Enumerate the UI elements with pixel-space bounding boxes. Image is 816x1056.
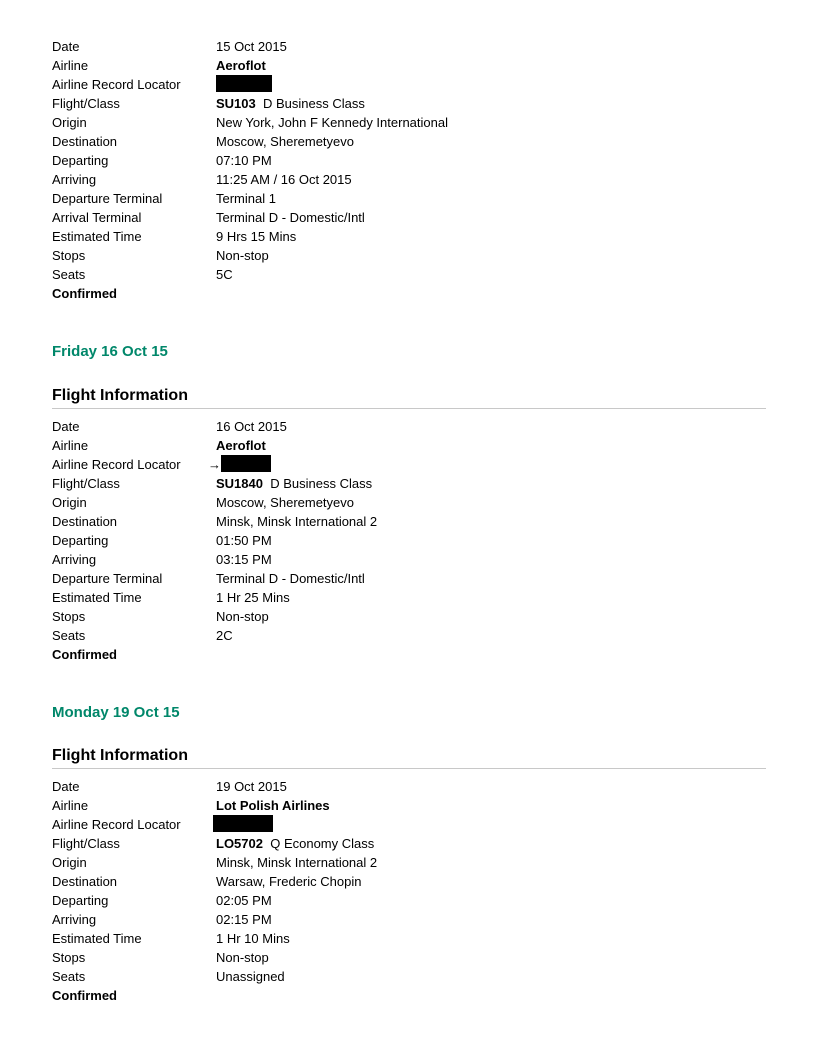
arriving-value: 03:15 PM (216, 552, 272, 567)
locator-value (208, 455, 271, 474)
arriving-label: Arriving (52, 552, 97, 567)
stops-row (52, 607, 766, 626)
stops-row (52, 948, 766, 967)
seats-label: Seats (52, 628, 86, 643)
estimated-time-row (52, 227, 766, 246)
estimated-time-label: Estimated Time (52, 931, 142, 946)
destination-value: Minsk, Minsk International 2 (216, 514, 378, 529)
stops-label: Stops (52, 950, 86, 965)
destination-row (52, 512, 766, 531)
locator-row (52, 455, 766, 474)
departure-terminal-row (52, 569, 766, 588)
departing-row (52, 151, 766, 170)
arriving-row (52, 170, 766, 189)
estimated-time-value: 9 Hrs 15 Mins (216, 229, 297, 244)
date-value: 19 Oct 2015 (216, 779, 287, 794)
stops-label: Stops (52, 248, 86, 263)
flight-class-value (216, 474, 372, 493)
confirmed-row (52, 986, 766, 1005)
locator-label: Airline Record Locator (52, 77, 181, 92)
estimated-time-row (52, 588, 766, 607)
airline-label: Airline (52, 798, 89, 813)
destination-label: Destination (52, 514, 118, 529)
date-label: Date (52, 39, 80, 54)
locator-value (216, 75, 272, 94)
locator-label: Airline Record Locator (52, 457, 181, 472)
date-label: Date (52, 419, 80, 434)
airline-row (52, 56, 766, 75)
day-heading-2: Friday 16 Oct 15 (52, 343, 168, 360)
departing-label: Departing (52, 533, 109, 548)
destination-value: Moscow, Sheremetyevo (216, 134, 355, 149)
stops-value: Non-stop (216, 950, 269, 965)
origin-value: New York, John F Kennedy International (216, 115, 448, 130)
arriving-row (52, 910, 766, 929)
date-row (52, 417, 766, 436)
destination-label: Destination (52, 134, 118, 149)
day-heading-3: Monday 19 Oct 15 (52, 704, 180, 721)
section-divider-3 (52, 768, 766, 769)
airline-value: Aeroflot (216, 438, 266, 453)
confirmed-status: Confirmed (52, 988, 117, 1003)
locator-value (213, 815, 273, 834)
departure-terminal-value: Terminal D - Domestic/Intl (216, 571, 365, 586)
flight-class-row (52, 94, 766, 113)
estimated-time-row (52, 929, 766, 948)
date-row (52, 37, 766, 56)
departing-row (52, 891, 766, 910)
confirmed-status: Confirmed (52, 647, 117, 662)
origin-label: Origin (52, 855, 87, 870)
date-value: 15 Oct 2015 (216, 39, 287, 54)
section-title-2: Flight Information (52, 387, 188, 404)
arrival-terminal-row (52, 208, 766, 227)
departure-terminal-row (52, 189, 766, 208)
airline-label: Airline (52, 438, 89, 453)
arrow-icon: → (208, 457, 221, 472)
departure-terminal-label: Departure Terminal (52, 191, 163, 206)
flight-class-label: Flight/Class (52, 476, 120, 491)
flight-class-label: Flight/Class (52, 96, 120, 111)
seats-value: Unassigned (216, 969, 285, 984)
origin-label: Origin (52, 495, 87, 510)
departing-label: Departing (52, 893, 109, 908)
stops-label: Stops (52, 609, 86, 624)
flight-number: SU103 (216, 96, 256, 111)
flight-class-value (216, 834, 374, 853)
stops-value: Non-stop (216, 609, 269, 624)
arriving-label: Arriving (52, 912, 97, 927)
flight-class-label: Flight/Class (52, 836, 120, 851)
flight-class-row (52, 474, 766, 493)
origin-row (52, 493, 766, 512)
locator-row (52, 815, 766, 834)
seats-label: Seats (52, 267, 86, 282)
airline-label: Airline (52, 58, 89, 73)
departure-terminal-label: Departure Terminal (52, 571, 163, 586)
arrival-terminal-value: Terminal D - Domestic/Intl (216, 210, 365, 225)
booking-class: D Business Class (270, 476, 373, 491)
flight-number: SU1840 (216, 476, 263, 491)
seats-value: 5C (216, 267, 233, 282)
destination-row (52, 132, 766, 151)
departing-value: 02:05 PM (216, 893, 272, 908)
airline-row (52, 796, 766, 815)
destination-label: Destination (52, 874, 118, 889)
seats-row (52, 967, 766, 986)
destination-value: Warsaw, Frederic Chopin (216, 874, 362, 889)
departing-label: Departing (52, 153, 109, 168)
locator-row (52, 75, 766, 94)
airline-value: Aeroflot (216, 58, 266, 73)
seats-value: 2C (216, 628, 233, 643)
stops-row (52, 246, 766, 265)
estimated-time-label: Estimated Time (52, 229, 142, 244)
departing-row (52, 531, 766, 550)
origin-value: Moscow, Sheremetyevo (216, 495, 355, 510)
date-label: Date (52, 779, 80, 794)
redaction-box (213, 815, 273, 832)
redaction-box (221, 455, 271, 472)
redaction-box (216, 75, 272, 92)
estimated-time-value: 1 Hr 10 Mins (216, 931, 290, 946)
flight-segment-1 (52, 37, 766, 303)
booking-class: Q Economy Class (270, 836, 375, 851)
departing-value: 07:10 PM (216, 153, 272, 168)
confirmed-row (52, 645, 766, 664)
arriving-row (52, 550, 766, 569)
arriving-value: 02:15 PM (216, 912, 272, 927)
flight-number: LO5702 (216, 836, 263, 851)
stops-value: Non-stop (216, 248, 269, 263)
origin-label: Origin (52, 115, 87, 130)
arriving-value: 11:25 AM / 16 Oct 2015 (216, 172, 352, 187)
estimated-time-value: 1 Hr 25 Mins (216, 590, 290, 605)
destination-row (52, 872, 766, 891)
flight-class-row (52, 834, 766, 853)
departure-terminal-value: Terminal 1 (216, 191, 276, 206)
date-value: 16 Oct 2015 (216, 419, 287, 434)
confirmed-status: Confirmed (52, 286, 117, 301)
airline-row (52, 436, 766, 455)
flight-segment-3 (52, 777, 766, 1005)
seats-label: Seats (52, 969, 86, 984)
seats-row (52, 265, 766, 284)
origin-row (52, 113, 766, 132)
origin-value: Minsk, Minsk International 2 (216, 855, 378, 870)
booking-class: D Business Class (262, 96, 365, 111)
estimated-time-label: Estimated Time (52, 590, 142, 605)
arriving-label: Arriving (52, 172, 97, 187)
departing-value: 01:50 PM (216, 533, 272, 548)
date-row (52, 777, 766, 796)
seats-row (52, 626, 766, 645)
airline-value: Lot Polish Airlines (216, 798, 330, 813)
confirmed-row (52, 284, 766, 303)
section-title-3: Flight Information (52, 747, 188, 764)
locator-label: Airline Record Locator (52, 817, 181, 832)
origin-row (52, 853, 766, 872)
section-divider-2 (52, 408, 766, 409)
flight-class-value (216, 94, 365, 113)
flight-segment-2 (52, 417, 766, 664)
arrival-terminal-label: Arrival Terminal (52, 210, 142, 225)
